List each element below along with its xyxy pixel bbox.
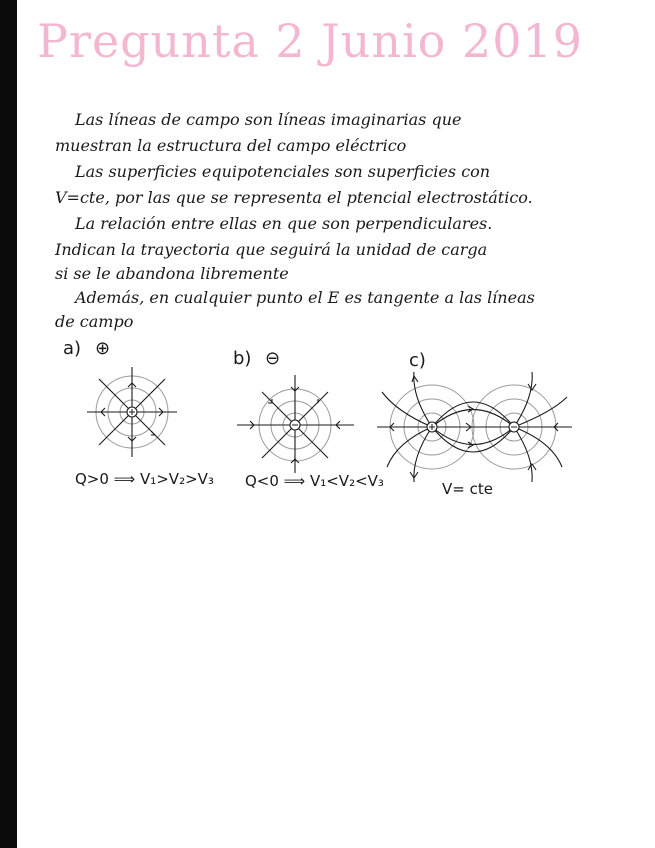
figure-b-label: b) [233,348,252,369]
figure-b-caption: Q<0 ⟹ V₁<V₂<V₃ [245,472,384,490]
figure-a-caption: Q>0 ⟹ V₁>V₂>V₃ [75,470,214,488]
text-line-5: La relación entre ellas en que son perpendiculares. [75,214,493,233]
text-line-3: Las superficies equipotenciales son superficies con [75,162,491,181]
scan-border [0,0,17,848]
figure-c-label: c) [409,350,426,371]
text-line-2: muestran la estructura del campo eléctrico [55,136,407,155]
text-line-9: de campo [55,312,134,331]
dipole-diagram [372,372,587,482]
positive-charge-diagram [77,365,197,465]
figure-c-caption: V= cte [442,480,493,498]
text-line-4: V=cte, por las que se representa el ptencial electrostático. [55,188,533,207]
positive-charge-symbol: ⊕ [95,338,111,359]
negative-charge-symbol: ⊖ [265,348,281,369]
notebook-page [17,0,655,848]
text-line-7: si se le abandona libremente [55,264,289,283]
text-line-8: Además, en cualquier punto el E es tangente a las líneas [75,288,535,307]
text-line-6: Indican la trayectoria que seguirá la unidad de carga [55,240,488,259]
page-title: Pregunta 2 Junio 2019 [37,14,584,68]
text-line-1: Las líneas de campo son líneas imaginarias que [75,110,462,129]
figure-a-label: a) [63,338,82,359]
negative-charge-diagram [232,373,362,473]
